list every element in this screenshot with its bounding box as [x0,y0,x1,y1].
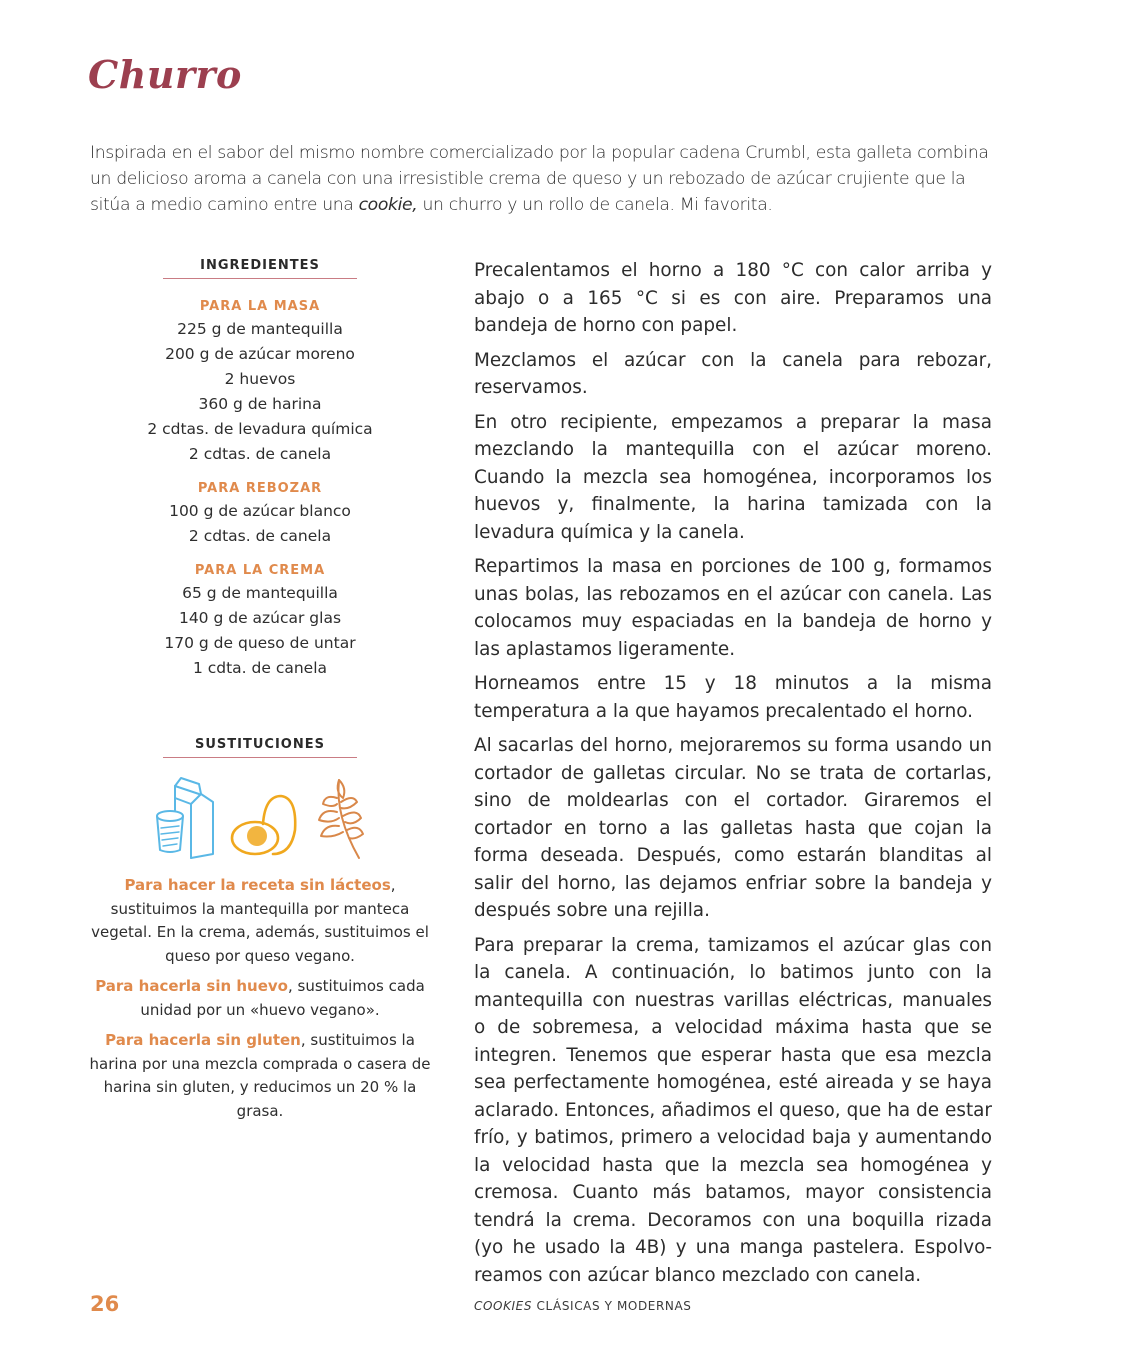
ingredient-item: 170 g de queso de untar [164,634,356,652]
page-number: 26 [90,1292,120,1316]
substitution-icons [85,774,435,860]
ingredient-item: 1 cdta. de canela [192,659,328,677]
milk-carton-glass-icon [155,776,217,860]
ingredient-group-title: PARA LA MASA [199,299,321,314]
recipe-intro [90,140,995,218]
instruction-step: Repartimos la masa en porciones de 100 g, formamos unas bolas, las rebozamos en el azúcar con canela. Las colocamos muy espaciadas en la bandeja de horno y las aplastamos ligeramente. [474,556,992,660]
ingredient-group-rebozar [85,481,435,549]
ingredient-item: 65 g de mantequilla [182,584,338,602]
intro-end: un churro y un rollo de canela. Mi favorita. [417,195,773,215]
instruction-step: Precalentamos el horno a 180 °C con calor arriba y abajo o a 165 °C si es con aire. Preparamos una bandeja de horno con papel. [474,260,992,336]
ingredient-group-title: PARA LA CREMA [194,563,326,578]
substitutions-heading: SUSTITUCIONES [163,737,357,758]
substitutions-section [85,737,435,1123]
ingredient-item: 2 cdtas. de canela [188,527,332,545]
wheat-icon [315,776,365,860]
substitution-highlight: Para hacerla sin huevo [95,977,288,995]
ingredient-group-crema [85,563,435,681]
ingredient-item: 100 g de azúcar blanco [169,502,351,520]
substitutions-list [85,874,435,1123]
ingredient-item: 360 g de harina [198,395,322,413]
ingredient-item: 225 g de mantequilla [177,320,343,338]
intro-text: Inspirada en el sabor del mismo nombre comercializado por la popular cadena Crumbl, esta galleta combina un delicioso aroma a canela con una irresistible crema de queso y un rebozado de azúcar crujiente que la sitúa a medio camino entre una [90,143,989,215]
instruction-step: Al sacarlas del horno, mejoraremos su forma usando un cortador de galletas circular. No se trata de cortarlas, sino de moldearlas con el cortador. Giraremos el cortador en torno a las galletas hasta que cojan la forma deseada. Después, como estarán blanditas al salir del horno, las dejamos enfriar sobre la bandeja y después sobre una rejilla. [474,735,992,921]
substitution-item [85,1029,435,1123]
substitution-item [85,975,435,1022]
ingredients-section [85,258,435,681]
substitution-text: , sustituimos la mantequilla por manteca vegetal. En la crema, además, sustituimos el queso por queso vegano. [91,876,429,965]
sidebar [85,258,435,1130]
ingredient-item: 2 huevos [224,370,296,388]
intro-italic: cookie, [358,195,418,215]
instruction-step: En otro recipiente, empezamos a preparar la masa mezclando la mantequilla con el azúcar moreno. Cuando la mezcla sea homogénea, incorporamos los huevos y, finalmente, la harina tamizada con la levadura química y la canela. [474,411,992,543]
egg-icon [229,790,303,860]
substitution-text: , sustituimos la harina por una mezcla comprada o casera de harina sin gluten, y reducimos un 20 % la grasa. [89,1031,431,1120]
instructions [474,257,992,1296]
ingredients-heading: INGREDIENTES [163,258,357,279]
substitution-item [85,874,435,968]
substitution-text: , sustituimos cada unidad por un «huevo vegano». [140,977,425,1019]
ingredient-item: 2 cdtas. de canela [188,445,332,463]
substitution-highlight: Para hacer la receta sin lácteos [124,876,391,894]
ingredient-group-title: PARA REBOZAR [197,481,323,496]
recipe-title: Churro [88,52,242,97]
book-title [474,1299,692,1313]
book-title-italic: COOKIES [474,1299,533,1313]
ingredient-group-masa [85,299,435,467]
ingredient-item: 200 g de azúcar moreno [165,345,355,363]
instruction-step: Horneamos entre 15 y 18 minutos a la misma temperatura a la que hayamos precalentado el horno. [474,673,992,722]
ingredient-item: 2 cdtas. de levadura química [147,420,373,438]
substitution-highlight: Para hacerla sin gluten [105,1031,301,1049]
instruction-step: Mezclamos el azúcar con la canela para rebozar, reservamos. [474,349,992,398]
ingredient-item: 140 g de azúcar glas [178,609,342,627]
instruction-step: Para preparar la crema, tamizamos el azúcar glas con la canela. A continuación, lo batimos junto con la mantequilla con nuestras varillas eléctricas, manuales o de sobremesa, a velocidad máxima hasta que se integren. Tenemos que esperar hasta que esa mezcla sea perfectamente homogénea, esté aireada y se haya aclarado. Entonces, añadimos el queso, que ha de estar frío, y batimos, primero a velocidad baja y aumentando la velocidad hasta que la mezcla sea homogénea y cremosa. Cuanto más batamos, mayor consistencia tendrá la crema. Decoramos con una boquilla rizada (yo he usado la 4B) y una manga pastelera. Espolvoreamos con azúcar blanco mezclado con canela. [474,934,992,1286]
book-title-rest: CLÁSICAS Y MODERNAS [532,1299,692,1313]
